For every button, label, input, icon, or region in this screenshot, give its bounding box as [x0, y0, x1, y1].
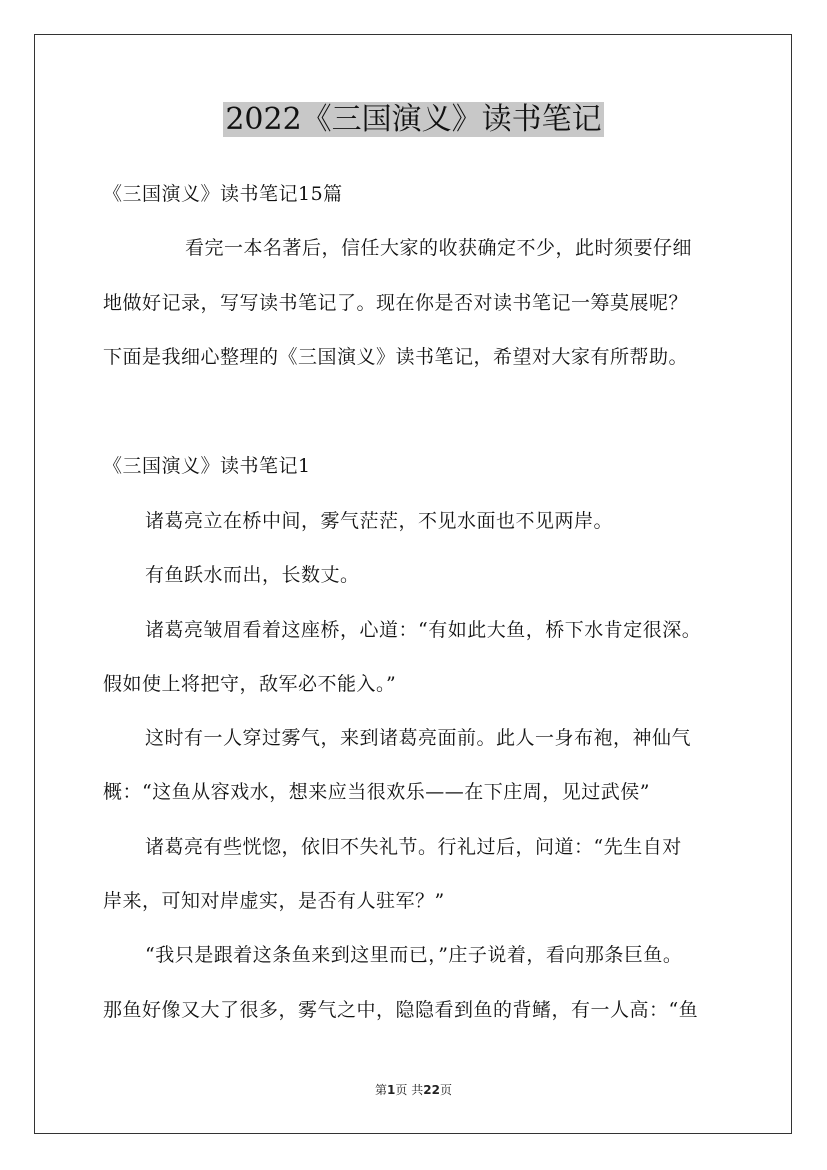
page-footer — [0, 1082, 827, 1098]
body-line-1: 诸葛亮立在桥中间，雾气茫茫，不见水面也不见两岸。 — [145, 510, 614, 532]
footer-page-number: 1 — [387, 1083, 396, 1097]
body-line-4: 假如使上将把守，敌军必不能入。” — [103, 673, 397, 695]
footer-page-mid: 页 共 — [395, 1083, 424, 1097]
body-line-9: “我只是跟着这条鱼来到这里而已，”庄子说着，看向那条巨鱼。 — [145, 944, 683, 966]
intro-line-1: 看完一本名著后，信任大家的收获确定不少，此时须要仔细 — [185, 237, 693, 259]
body-line-2: 有鱼跃水而出，长数丈。 — [145, 564, 360, 586]
body-line-8: 岸来，可知对岸虚实，是否有人驻军？” — [103, 890, 445, 912]
document-subtitle: 《三国演义》读书笔记15篇 — [103, 183, 343, 205]
document-title — [0, 100, 827, 140]
footer-page-suffix: 页 — [439, 1083, 452, 1097]
body-line-3: 诸葛亮皱眉看着这座桥，心道：“有如此大鱼，桥下水肯定很深。 — [145, 619, 702, 641]
footer-page-prefix: 第 — [375, 1083, 388, 1097]
intro-line-2: 地做好记录，写写读书笔记了。现在你是否对读书笔记一筹莫展呢？ — [103, 292, 689, 314]
document-title-text: 2022《三国演义》读书笔记 — [225, 102, 602, 137]
footer-page-total: 22 — [423, 1083, 440, 1097]
section-heading: 《三国演义》读书笔记1 — [103, 455, 311, 477]
intro-line-3: 下面是我细心整理的《三国演义》读书笔记，希望对大家有所帮助。 — [103, 346, 689, 368]
body-line-6: 概：“这鱼从容戏水，想来应当很欢乐——在下庄周，见过武侯” — [103, 781, 650, 803]
body-line-10: 那鱼好像又大了很多，雾气之中，隐隐看到鱼的背鳍，有一人高：“鱼 — [103, 999, 699, 1021]
body-line-5: 这时有一人穿过雾气，来到诸葛亮面前。此人一身布袍，神仙气 — [145, 727, 692, 749]
body-line-7: 诸葛亮有些恍惚，依旧不失礼节。行礼过后，问道：“先生自对 — [145, 836, 682, 858]
